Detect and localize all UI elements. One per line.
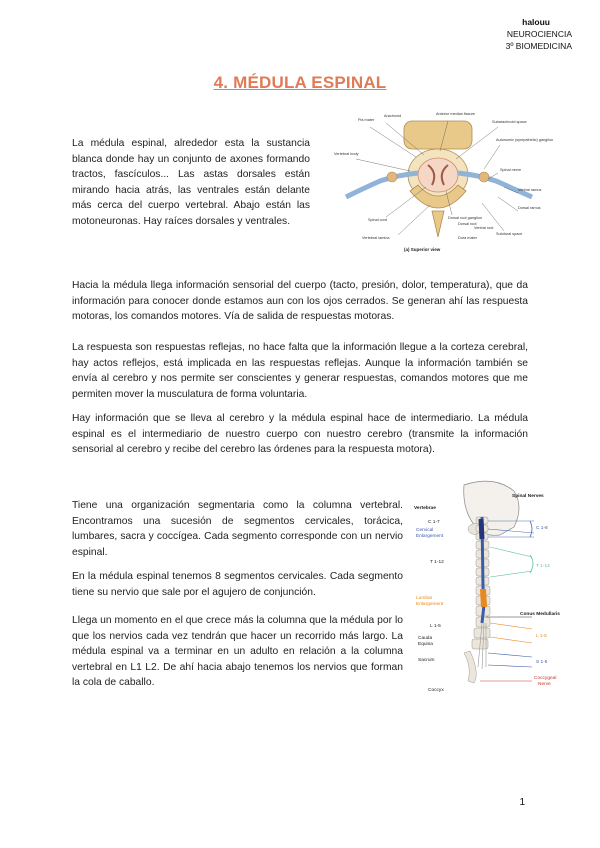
label-dorsal-root: Dorsal root bbox=[458, 222, 477, 226]
label-ventral-root: Ventral root bbox=[474, 226, 494, 230]
paragraph-cauda-equina: Llega un momento en el que crece más la columna que la médula por lo que los nervios cada vez tendrán que hacer un recorrido más largo. La médula espinal va a terminar en un adulto en relación a la columna vertebral en L1 L2. De ahí hacia abajo tenemos los nervios que forman la cola de caballo. bbox=[72, 615, 403, 689]
spinal-nerves-figure bbox=[414, 477, 564, 695]
label-nerves-l15: L 1-5 bbox=[536, 634, 547, 639]
label-dura-mater: Dura mater bbox=[458, 236, 477, 240]
paragraph-sensory-information: Hacia la médula llega información sensorial del cuerpo (tacto, presión, dolor, temperatura), que da información para conocer donde estamos aun con los ojos cerrados. Se generan ahí las respuesta motoras, los comandos motores. Vía de salida de respuestas motoras. bbox=[72, 280, 528, 323]
label-dorsal-root-ganglion: Dorsal root ganglion bbox=[448, 216, 482, 220]
cervical-enlargement-shape bbox=[481, 519, 482, 539]
label-nerves-s15: S 1-5 bbox=[536, 660, 548, 665]
label-coccygeal-nerve: Nerve bbox=[538, 682, 551, 687]
label-pia-mater: Pia mater bbox=[358, 118, 375, 122]
subject-name: NEUROCIENCIA bbox=[506, 29, 572, 39]
right-dorsal-root-ganglion-shape bbox=[479, 172, 489, 182]
label-coccygeal: Coccygeal bbox=[534, 676, 557, 681]
label-lumbar: Lumbar bbox=[416, 596, 433, 601]
label-equina: Equina bbox=[418, 642, 433, 647]
cervical-bracket bbox=[530, 521, 532, 537]
label-nerves-t112: T 1-12 bbox=[536, 564, 550, 569]
label-dorsal-ramus: Dorsal ramus bbox=[518, 206, 541, 210]
paragraph-reflex-responses: La respuesta son respuestas reflejas, no hace falta que la información llegue a la corteza cerebral, hay actos reflejos, está implicada en las respuestas reflejas. Aunque la información también se envía al cerebro y nos permite ser conscientes y generar respuestas, comandos motores que me permiten mover la musculatura de forma voluntaria. bbox=[72, 342, 528, 400]
paragraph-segmental-organization: Tiene una organización segmentaria como la columna vertebral. Encontramos una sucesión de segmentos cervicales, torácica, lumbares, sacra y coccígea. Cada segmento corresponde con un nervio espinal. bbox=[72, 500, 403, 558]
label-subdural-space: Subdural space bbox=[496, 232, 523, 236]
paragraph-spinal-cord-structure: La médula espinal, alrededor esta la sustancia blanca donde hay un conjunto de axones formando tractos, fascículos... Las astas dorsales están mirando hacia atrás, las ventrales están delante más cerca del cuerpo vertebral. Abajo están las motoneuronas. Hay raíces dorsales y ventrales. bbox=[72, 138, 310, 227]
label-l15: L 1-5 bbox=[430, 624, 441, 629]
thoracic-nerve-lines bbox=[490, 547, 532, 577]
spinous-process-shape bbox=[432, 211, 444, 237]
lumbar-nerve-lines bbox=[490, 623, 532, 643]
label-c17: C 1-7 bbox=[428, 520, 440, 525]
label-cervical-enlargement: Enlargement bbox=[416, 534, 444, 539]
left-dorsal-root-ganglion-shape bbox=[387, 172, 397, 182]
page-header bbox=[506, 16, 572, 52]
page-number: 1 bbox=[519, 797, 525, 808]
vertebral-body-shape bbox=[404, 121, 472, 149]
spinal-cord-shape bbox=[418, 158, 458, 192]
label-nerves-c18: C 1-8 bbox=[536, 526, 548, 531]
vertebrae-title: Vertebrae bbox=[414, 506, 436, 511]
label-ventral-ramus: Ventral ramus bbox=[518, 188, 542, 192]
label-spinal-cord: Spinal cord bbox=[368, 218, 387, 222]
lumbar-enlargement-shape bbox=[483, 589, 484, 607]
label-sacrum: Sacrum bbox=[418, 658, 435, 663]
course-name: 3º BIOMEDICINA bbox=[505, 41, 572, 51]
label-cauda: Cauda bbox=[418, 636, 433, 641]
label-vertebral-lamina: Vertebral lamina bbox=[362, 236, 390, 240]
label-autonomic-ganglion: Autonomic (sympathetic) ganglion bbox=[496, 138, 554, 142]
right-spinal-nerve-shape bbox=[458, 173, 532, 197]
spinal-cord-cross-section-figure bbox=[328, 107, 556, 255]
label-cervical: Cervical bbox=[416, 528, 434, 533]
label-coccyx: Coccyx bbox=[428, 688, 444, 693]
figure1-caption: (a) Superior view bbox=[404, 247, 441, 252]
left-spinal-nerve-shape bbox=[346, 173, 418, 197]
label-conus-medullaris: Conus Medullaris bbox=[520, 612, 560, 617]
label-anterior-median-fissure: Anterior median fissure bbox=[436, 112, 476, 116]
label-spinal-nerve: Spinal nerve bbox=[500, 168, 522, 172]
label-t112: T 1-12 bbox=[430, 560, 444, 565]
label-vertebral-body: Vertebral body bbox=[334, 152, 359, 156]
label-lumbar-enlargement: Enlargement bbox=[416, 602, 444, 607]
paragraph-intermediary: Hay información que se lleva al cerebro y la médula espinal hace de intermediario. La médula espinal es el intermediario de nuestro cuerpo con nuestro cerebro (transmite la información sensorial al cerebro y recibe del cerebro las órdenes para la respuesta motora). bbox=[72, 413, 528, 456]
thoracic-bracket bbox=[530, 555, 533, 573]
label-subarachnoid-space: Subarachnoid space bbox=[492, 120, 527, 124]
spinal-nerves-title: Spinal Nerves bbox=[512, 494, 544, 499]
sacral-nerve-lines bbox=[488, 653, 532, 667]
label-arachnoid: Arachnoid bbox=[384, 114, 402, 118]
author-name: halouu bbox=[522, 17, 550, 27]
section-title: 4. MÉDULA ESPINAL bbox=[213, 73, 387, 92]
paragraph-cervical-segments: En la médula espinal tenemos 8 segmentos cervicales. Cada segmento tiene su nervio que sale por el agujero de conjunción. bbox=[72, 571, 403, 598]
